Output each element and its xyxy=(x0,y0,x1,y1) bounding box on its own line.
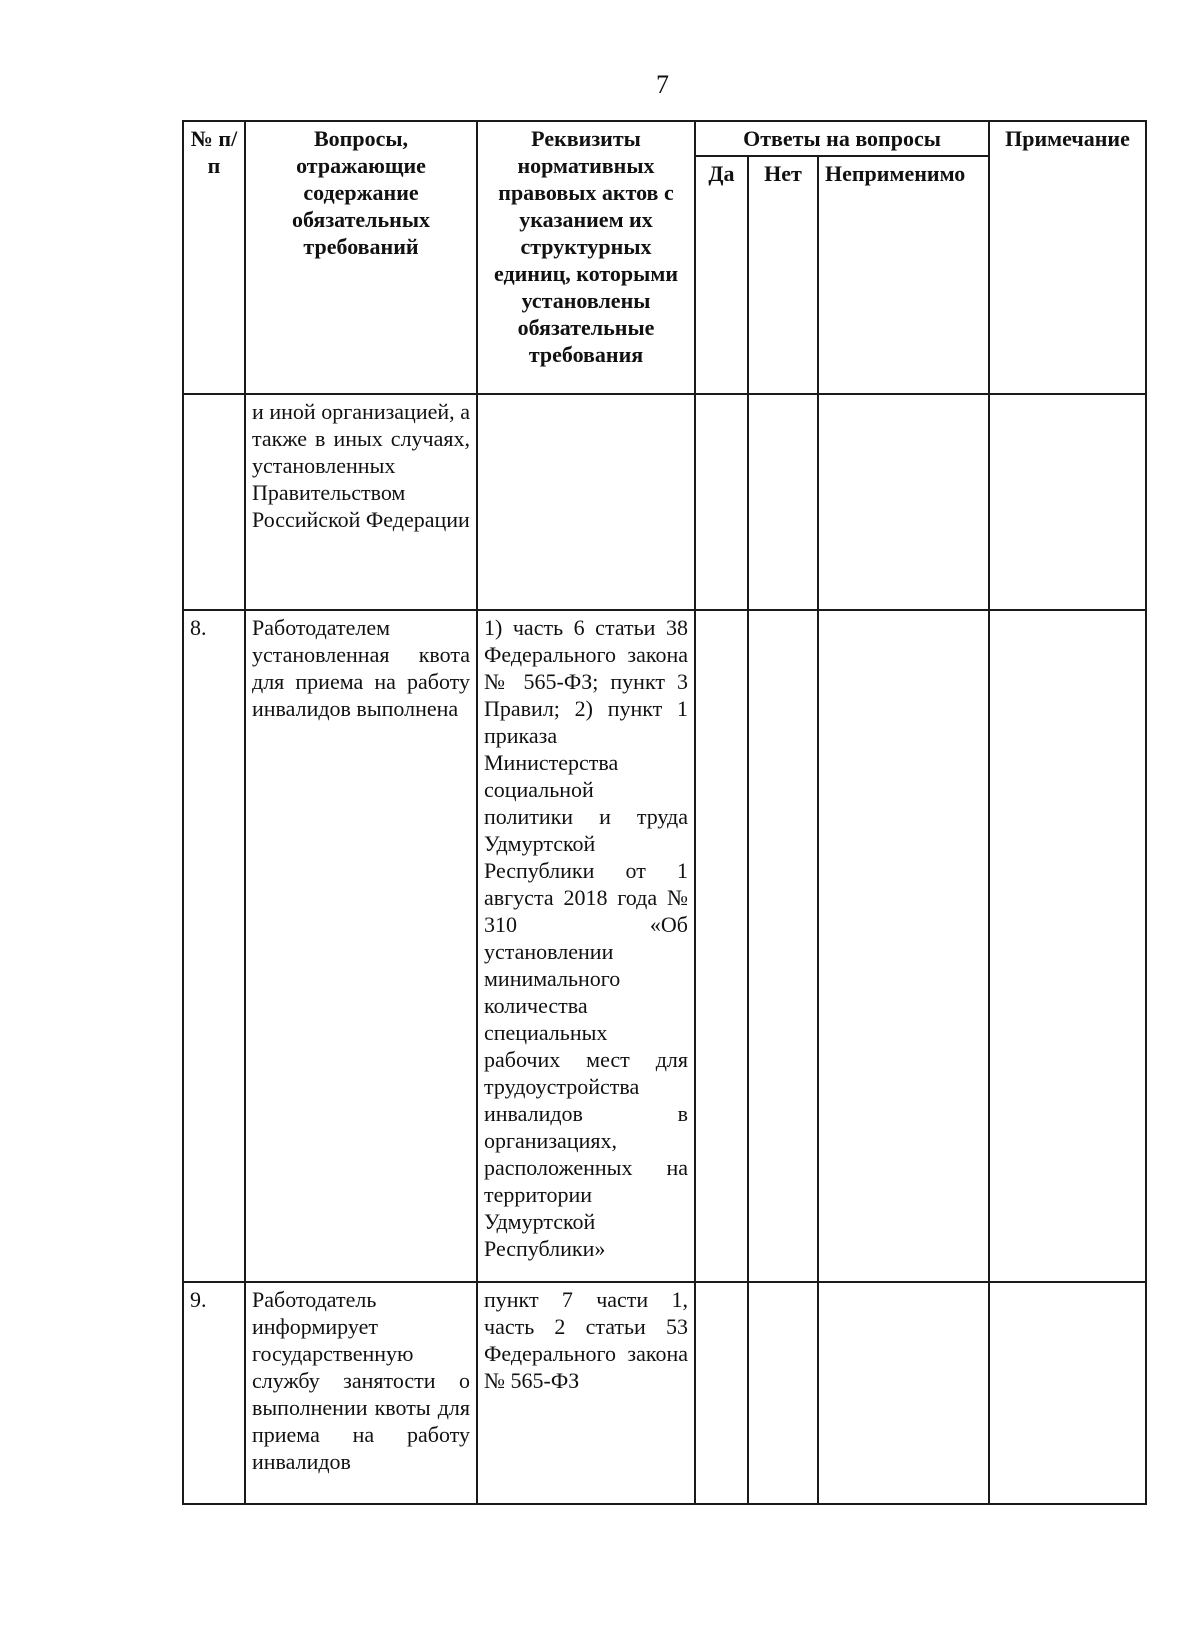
note-cell xyxy=(989,394,1146,610)
answer-yes-cell xyxy=(695,1282,748,1504)
row-question: и иной организацией, а также в иных случаях, установленных Правительством Российской Федерации xyxy=(245,394,477,610)
table-row xyxy=(183,394,1146,610)
row-question: Работодатель информирует государственную службу занятости о выполнении квоты для приема на работу инвалидов xyxy=(245,1282,477,1504)
answer-not-applicable-cell xyxy=(818,394,989,610)
note-cell xyxy=(989,1282,1146,1504)
table-row xyxy=(183,610,1146,1282)
answer-no-cell xyxy=(748,1282,818,1504)
answer-no-cell xyxy=(748,394,818,610)
note-cell xyxy=(989,610,1146,1282)
header-questions: Вопросы, отражающие содержание обязательных требований xyxy=(245,121,477,394)
row-num xyxy=(183,394,245,610)
header-not-applicable: Неприменимо xyxy=(818,156,989,394)
header-answers: Ответы на вопросы xyxy=(695,121,989,156)
answer-yes-cell xyxy=(695,394,748,610)
checklist-table xyxy=(182,120,1147,1505)
page-number: 7 xyxy=(656,70,669,99)
row-num: 9. xyxy=(183,1282,245,1504)
row-num: 8. xyxy=(183,610,245,1282)
row-question: Работодателем установленная квота для приема на работу инвалидов выполнена xyxy=(245,610,477,1282)
answer-yes-cell xyxy=(695,610,748,1282)
header-note: Примечание xyxy=(989,121,1146,394)
answer-not-applicable-cell xyxy=(818,1282,989,1504)
table-row xyxy=(183,1282,1146,1504)
header-yes: Да xyxy=(695,156,748,394)
header-no: Нет xyxy=(748,156,818,394)
header-requisites: Реквизиты нормативных правовых актов с указанием их структурных единиц, которыми установлены обязательные требования xyxy=(477,121,695,394)
answer-no-cell xyxy=(748,610,818,1282)
row-requisites: 1) часть 6 статьи 38 Федерального закона № 565-ФЗ; пункт 3 Правил; 2) пункт 1 приказа Министерства социальной политики и труда Удмуртской Республики от 1 августа 2018 года № 310 «Об установлении минимального количества специальных рабочих мест для трудоустройства инвалидов в организациях, расположенных на территории Удмуртской Республики» xyxy=(477,610,695,1282)
row-requisites xyxy=(477,394,695,610)
header-num: № п/п xyxy=(183,121,245,394)
row-requisites: пункт 7 части 1, часть 2 статьи 53 Федерального закона № 565-ФЗ xyxy=(477,1282,695,1504)
answer-not-applicable-cell xyxy=(818,610,989,1282)
